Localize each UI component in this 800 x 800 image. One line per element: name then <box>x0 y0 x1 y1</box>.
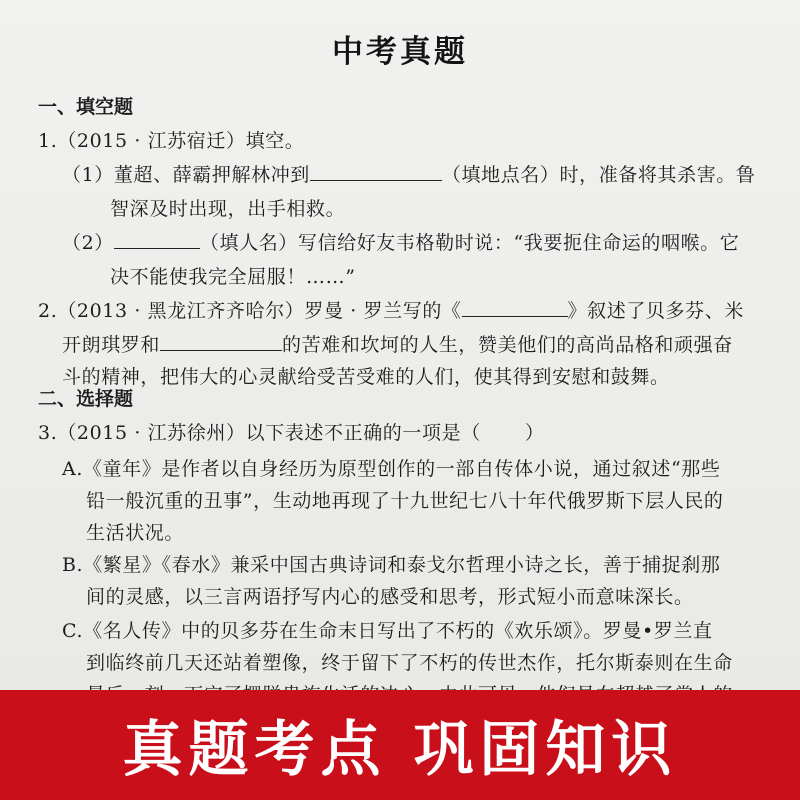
option-b-line-1: B.《繁星》《春水》兼采中国古典诗词和泰戈尔哲理小诗之长，善于捕捉刹那 <box>62 554 721 576</box>
q2-text-b: 》叙述了贝多芬、米 <box>567 300 744 322</box>
option-c-line-2: 到临终前几天还站着塑像，终于留下了不朽的传世杰作，托尔斯泰则在生命 <box>86 652 733 674</box>
q2-text-a: 2.（2013 · 黑龙江齐齐哈尔）罗曼 · 罗兰写的《 <box>38 300 462 322</box>
option-c-line-1: C.《名人传》中的贝多芬在生命末日写出了不朽的《欢乐颂》。罗曼•罗兰直 <box>62 620 713 642</box>
option-a-line-3: 生活状况。 <box>86 522 185 544</box>
promo-banner <box>0 690 800 800</box>
question-1-part-1-line-1 <box>62 160 756 187</box>
q3-stem-b: ） <box>524 422 545 444</box>
answer-blank <box>462 299 568 317</box>
answer-blank <box>114 231 200 249</box>
option-a-line-1: A.《童年》是作者以自身经历为原型创作的一部自传体小说，通过叙述“那些 <box>62 458 721 480</box>
q2-text-c: 开朗琪罗和 <box>62 334 161 356</box>
banner-text: 真题考点 巩固知识 <box>122 715 678 785</box>
question-1-part-1-line-2: 智深及时出现，出手相救。 <box>110 198 346 220</box>
q1-p1-text-a: （1）董超、薛霸押解林冲到 <box>62 164 310 186</box>
option-a-line-2: 铅一般沉重的丑事”，生动地再现了十九世纪七八十年代俄罗斯下层人民的 <box>86 490 724 512</box>
question-1-part-2-line-2: 决不能使我完全屈服！……” <box>110 266 356 288</box>
section-heading-multiple-choice: 二、选择题 <box>38 388 134 410</box>
answer-blank <box>160 333 282 351</box>
question-2-line-1 <box>38 296 744 323</box>
question-1-part-2-line-1 <box>62 228 739 255</box>
question-2-line-2 <box>62 330 733 357</box>
option-b-line-2: 间的灵感，以三言两语抒写内心的感受和思考，形式短小而意味深长。 <box>86 586 694 608</box>
question-1-stem: 1.（2015 · 江苏宿迁）填空。 <box>38 130 305 152</box>
question-2-line-3: 斗的精神，把伟大的心灵献给受苦受难的人们，使其得到安慰和鼓舞。 <box>62 366 670 388</box>
q1-p1-text-b: （填地点名）时，准备将其杀害。鲁 <box>441 164 756 186</box>
section-heading-fill-in: 一、填空题 <box>38 96 134 118</box>
q1-p2-text-b: （填人名）写信给好友韦格勒时说：“我要扼住命运的咽喉。它 <box>199 232 740 254</box>
q1-p2-text-a: （2） <box>62 232 114 254</box>
q3-stem-a: 3.（2015 · 江苏徐州）以下表述不正确的一项是（ <box>38 422 481 444</box>
page-title: 中考真题 <box>332 34 468 70</box>
q2-text-d: 的苦难和坎坷的人生，赞美他们的高尚品格和顽强奋 <box>282 334 733 356</box>
question-3-stem <box>38 418 544 445</box>
answer-blank <box>310 163 442 181</box>
